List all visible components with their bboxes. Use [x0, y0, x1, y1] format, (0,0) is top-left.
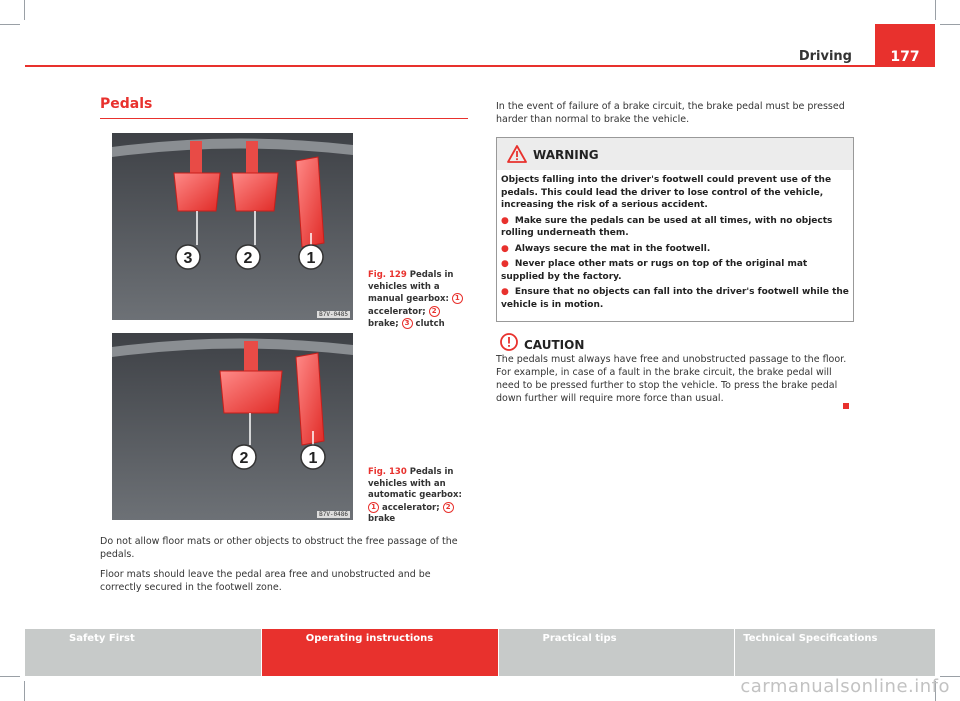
crop-mark [24, 0, 25, 20]
bullet-icon: ● [501, 215, 509, 226]
crop-mark [935, 0, 936, 20]
crop-mark [0, 24, 20, 25]
warning-bullet: ● Ensure that no objects can fall into the driver's footwell while the vehicle is in motion. [501, 287, 849, 310]
callout-label: 1 [308, 450, 318, 467]
caption-item-number: 3 [402, 318, 413, 329]
figure-code: B7V-0485 [319, 311, 348, 318]
caution-icon [500, 333, 518, 355]
figure-caption [368, 270, 468, 331]
header-title: Driving [798, 49, 852, 64]
bullet-icon: ● [501, 259, 509, 269]
body-paragraph: Do not allow floor mats or other objects to obstruct the free passage of the pedals. [100, 536, 458, 560]
warning-box [496, 137, 854, 322]
header-rule [25, 65, 935, 67]
caption-item-text: accelerator; [381, 502, 440, 513]
warning-body [497, 170, 853, 311]
figure-code: B7V-0486 [319, 511, 348, 518]
caption-text: Pedals in vehicles with a manual gearbox: [368, 270, 454, 304]
warning-title: WARNING [533, 148, 599, 162]
bullet-icon: ● [501, 287, 509, 297]
warning-lead: Objects falling into the driver's footwell could prevent use of the pedals. This could lead the driver to lose control of the vehicle, increasing the risk of a serious accident. [501, 175, 832, 210]
warning-bullet: ● Make sure the pedals can be used at all times, with no objects rolling underneath them. [501, 215, 833, 238]
section-title: Pedals [100, 96, 153, 112]
footer-tab-safety-first[interactable]: Safety First [25, 629, 262, 676]
footer-tab-technical-specifications[interactable]: Technical Specifications [735, 629, 935, 676]
caption-item-text: brake; [368, 319, 399, 329]
body-paragraph: In the event of failure of a brake circuit, the brake pedal must be pressed harder than normal to brake the vehicle. [496, 101, 845, 125]
caption-text: Pedals in vehicles with an automatic gearbox: [368, 467, 462, 500]
crop-mark [0, 676, 20, 677]
warning-bullet: ● Never place other mats or rugs on top of the original mat supplied by the factory. [501, 259, 808, 282]
crop-mark [940, 24, 960, 25]
watermark: carmanualsonline.info [740, 676, 950, 697]
callout-label: 1 [306, 250, 316, 267]
warning-triangle-icon [507, 145, 527, 167]
callout-label: 2 [239, 450, 249, 467]
caption-item-text: accelerator; [368, 306, 426, 317]
caption-item-number: 2 [443, 502, 454, 513]
page-number: 177 [875, 24, 935, 67]
section-end-marker [843, 403, 849, 409]
footer-nav [25, 629, 935, 676]
section-rule [100, 118, 468, 119]
caption-item-text: clutch [415, 319, 445, 329]
caption-label: Fig. 130 [368, 467, 407, 477]
figure-caption [368, 467, 468, 526]
caption-item-number: 1 [452, 293, 463, 304]
crop-mark [24, 681, 25, 701]
callout-label: 3 [183, 250, 193, 267]
caption-item-text: brake [368, 514, 396, 524]
figure-automatic-pedals [112, 333, 353, 520]
body-paragraph: Floor mats should leave the pedal area free and unobstructed and be correctly secured in the footwell zone. [100, 569, 431, 593]
caption-label: Fig. 129 [368, 270, 407, 280]
callout-label: 2 [243, 250, 253, 267]
caution-text: The pedals must always have free and unobstructed passage to the floor. For example, in case of a fault in the brake circuit, the brake pedal will need to be pressed further to stop the vehicle. To press the brake pedal down further will require more force than usual. [496, 354, 847, 404]
warning-header [497, 138, 853, 170]
figure-manual-pedals [112, 133, 353, 320]
warning-bullet: ● Always secure the mat in the footwell. [501, 243, 711, 254]
caption-item-number: 2 [429, 306, 440, 317]
caption-item-number: 1 [368, 502, 379, 513]
footer-tab-practical-tips[interactable]: Practical tips [499, 629, 736, 676]
bullet-icon: ● [501, 243, 509, 254]
footer-tab-operating-instructions[interactable]: Operating instructions [262, 629, 499, 676]
caution-title: CAUTION [524, 338, 585, 352]
